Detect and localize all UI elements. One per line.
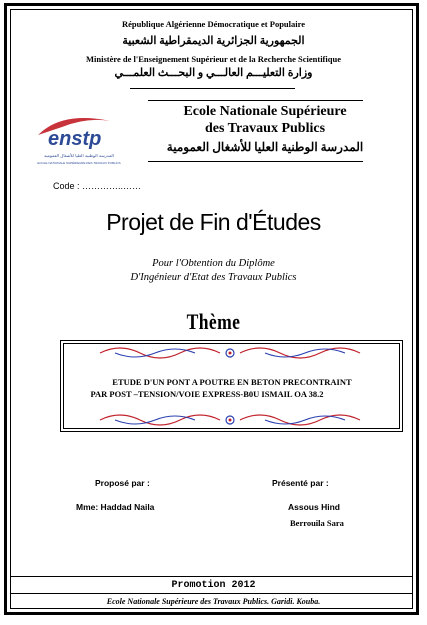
school-name-line2: des Travaux Publics <box>204 121 326 136</box>
school-divider-bottom <box>148 161 363 162</box>
ornament-bottom-icon <box>95 412 365 428</box>
ministry-title-fr: Ministère de l'Enseignement Supérieur et de la Recherche Scientifique <box>86 54 341 64</box>
republic-title-ar: الجمهورية الجزائرية الديمقراطية الشعبية <box>122 35 305 47</box>
subtitle-line2: D'Ingénieur d'Etat des Travaux Publics <box>130 272 297 283</box>
republic-title-fr: République Algérienne Démocratique et Populaire <box>121 19 306 29</box>
ministry-title-ar: وزارة التعليـــم العالـــي و البحـــث العلمـــي <box>114 67 313 79</box>
footer-school-address: Ecole Nationale Supérieure des Travaux Publics. Garidi. Kouba. <box>106 597 321 606</box>
code-field: Code : …………..…… <box>53 181 142 191</box>
promotion-year: Promotion 2012 <box>171 580 256 591</box>
ornament-top-icon <box>95 345 365 361</box>
footer-divider-top <box>11 576 412 577</box>
school-logo <box>32 113 127 173</box>
theme-heading: Thème <box>186 309 241 334</box>
supervisor-name: Mme: Haddad Naila <box>76 502 155 512</box>
student-name: Berrouila Sara <box>290 518 344 528</box>
subtitle-line1: Pour l'Obtention du Diplôme <box>152 258 275 269</box>
header-divider <box>130 88 295 89</box>
school-name-line1: Ecole Nationale Supérieure <box>183 104 347 119</box>
theme-text-line1: ETUDE D'UN PONT A POUTRE EN BETON PRECONTRAINT <box>112 377 352 387</box>
logo-caption-ar: المدرسة الوطنية العليا للأشغال العمومية <box>44 153 114 158</box>
student-name: Assous Hind <box>288 502 340 512</box>
school-name-ar: المدرسة الوطنية العليا للأشغال العمومية <box>166 140 364 154</box>
logo-caption-fr: ECOLE NATIONALE SUPÉRIEURE DES TRAVAUX PUBLICS <box>37 161 121 165</box>
footer-divider-bottom <box>11 593 412 594</box>
school-divider-top <box>148 100 363 101</box>
logo-wordmark: enstp <box>48 128 102 150</box>
presented-by-label: Présenté par : <box>272 478 329 488</box>
proposed-by-label: Proposé par : <box>95 478 150 488</box>
theme-text-line2: PAR POST –TENSION/VOIE EXPRESS-B0U ISMAIL OA 38.2 <box>90 389 324 399</box>
document-title: Projet de Fin d'Études <box>106 209 321 235</box>
